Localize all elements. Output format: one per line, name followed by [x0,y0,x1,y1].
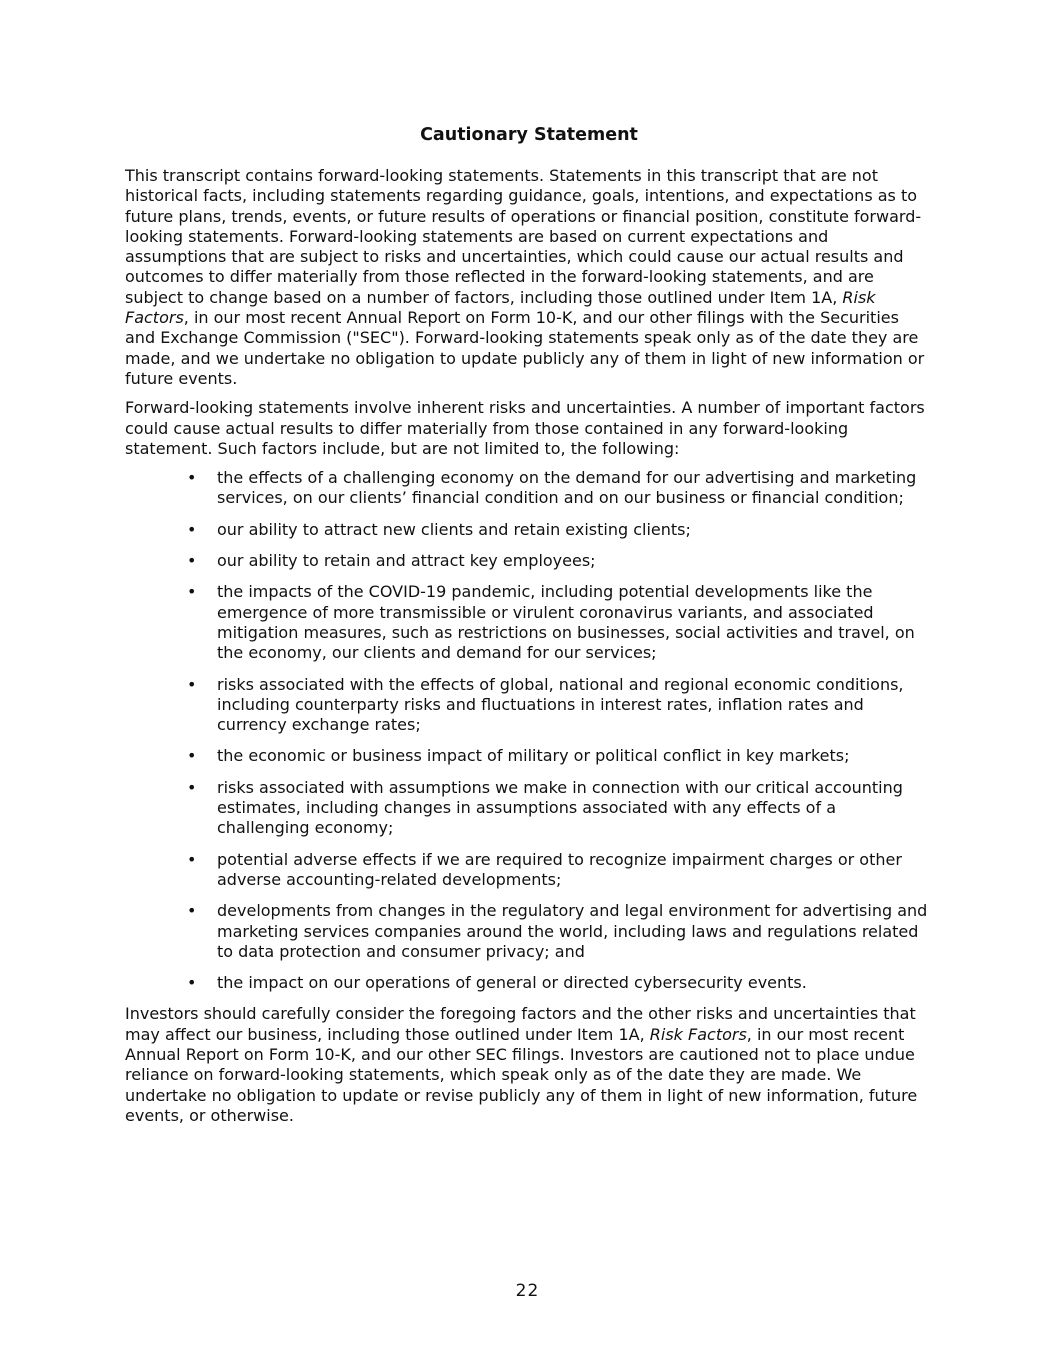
bullet-icon: • [187,519,197,539]
bullet-icon: • [187,551,197,571]
list-item [187,468,933,509]
list-item-text: the impact on our operations of general or directed cybersecurity events. [217,973,807,993]
bullet-icon: • [187,777,197,797]
list-item-text: our ability to attract new clients and retain existing clients; [217,519,691,539]
list-item [187,674,933,736]
bullet-icon: • [187,468,197,488]
list-item [187,973,933,993]
document-page [125,124,933,1135]
paragraph-intro-italic: Risk Factors [125,287,876,328]
bullet-icon: • [187,582,197,602]
list-item-text: risks associated with the effects of global, national and regional economic conditions, including counterparty risks and fluctuations in interest rates, inflation rates and currency exchange rates; [217,674,904,735]
page-number: 22 [515,1281,540,1301]
paragraph-investors-text-1: Investors should carefully consider the foregoing factors and the other risks and uncertainties that may affect our business, including those outlined under Item 1A, [125,1004,916,1044]
list-item-text: the impacts of the COVID-19 pandemic, including potential developments like the emergence of more transmissible or virulent coronavirus variants, and associated mitigation measures, such as restrictions on businesses, social activities and travel, on the economy, our clients and demand for our services; [217,582,915,663]
paragraph-investors-text-2: , in our most recent Annual Report on Form 10-K, and our other SEC filings. Investors are cautioned not to place undue reliance on forward-looking statements, which speak only as of the date they are made. We undertake no obligation to update or revise publicly any of them in light of new information, future events, or otherwise. [125,1024,918,1125]
list-item [187,519,933,540]
list-item-text: risks associated with assumptions we make in connection with our critical accounting estimates, including changes in assumptions associated with any effects of a challenging economy; [217,777,903,838]
risk-factor-list [125,468,933,993]
list-item [187,551,933,571]
page-title: Cautionary Statement [420,125,638,145]
list-item [187,582,933,663]
paragraph-intro [125,166,933,389]
paragraph-intro-text-1: This transcript contains forward-looking statements. Statements in this transcript that are not historical facts, including statements regarding guidance, goals, intentions, and expectations as to future plans, trends, events, or future results of operations or financial position, constitute forward-looking statements. Forward-looking statements are based on current expectations and assumptions that are subject to risks and uncertainties, which could cause our actual results and outcomes to differ materially from those reflected in the forward-looking statements, and are subject to change based on a number of factors, including those outlined under Item 1A, [125,166,922,307]
paragraph-intro-text-2: , in our most recent Annual Report on Form 10-K, and our other filings with the Securities and Exchange Commission ("SEC"). Forward-looking statements speak only as of the date they are made, and we undertake no obligation to update publicly any of them in light of new information or future events. [125,308,925,388]
list-item [187,849,933,891]
bullet-icon: • [187,674,197,694]
bullet-icon: • [187,849,197,869]
list-item [187,777,933,839]
list-item-text: the economic or business impact of military or political conflict in key markets; [217,746,850,766]
list-item-text: our ability to retain and attract key employees; [217,551,596,571]
bullet-icon: • [187,973,197,993]
list-item [187,746,933,766]
list-item-text: the effects of a challenging economy on the demand for our advertising and marketing services, on our clients’ financial condition and on our business or financial condition; [217,468,917,508]
paragraph-factors: Forward-looking statements involve inherent risks and uncertainties. A number of important factors could cause actual results to differ materially from those contained in any forward-looking statement. Such factors include, but are not limited to, the following: [125,398,925,458]
bullet-icon: • [187,901,197,921]
bullet-icon: • [187,746,197,766]
list-item-text: potential adverse effects if we are required to recognize impairment charges or other adverse accounting-related developments; [217,849,902,889]
list-item [187,901,933,962]
list-item-text: developments from changes in the regulatory and legal environment for advertising and marketing services companies around the world, including laws and regulations related to data protection and consumer privacy; and [217,901,928,961]
paragraph-investors-italic: Risk Factors [649,1024,747,1044]
paragraph-investors [125,1004,933,1126]
